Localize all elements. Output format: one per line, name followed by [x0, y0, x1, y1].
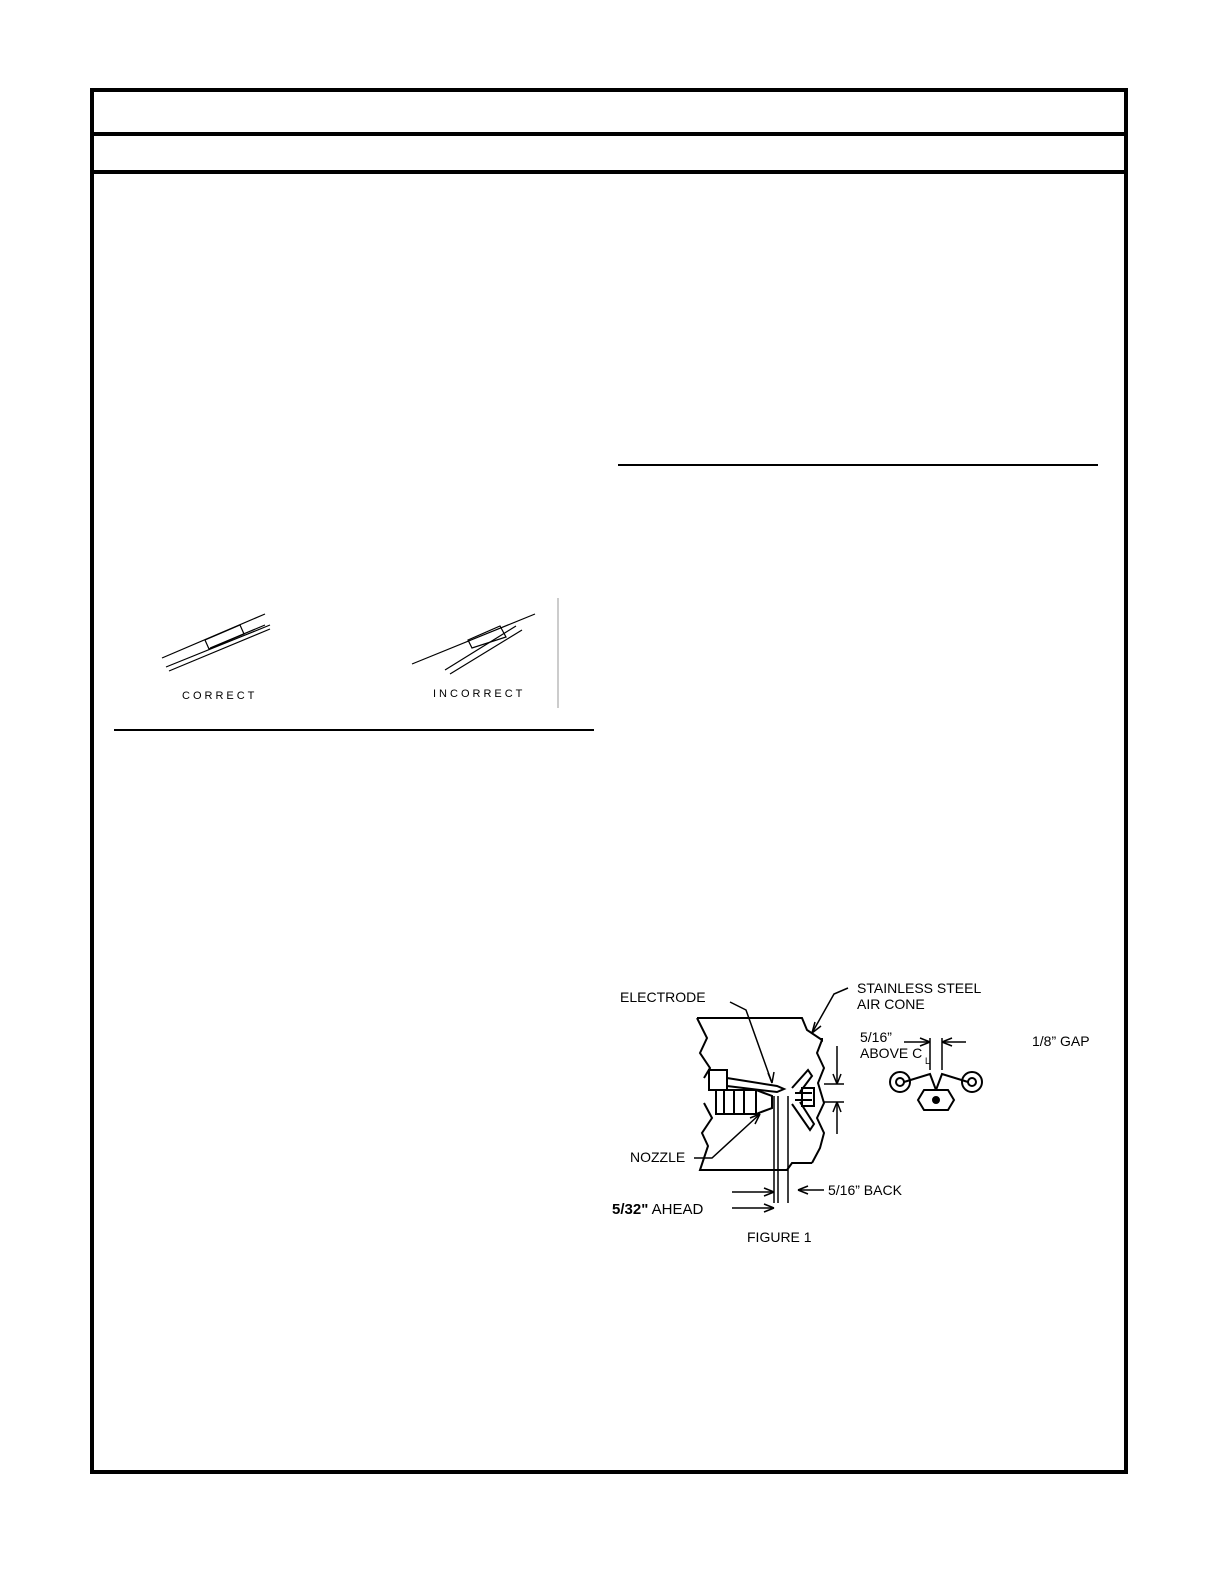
- figure-caption: FIGURE 1: [747, 1229, 812, 1245]
- label-air-cone-1: STAINLESS STEEL: [857, 980, 982, 996]
- label-ahead: [612, 1201, 703, 1218]
- label-ahead-value: 5/32": [612, 1201, 649, 1218]
- electrode-gap-drawing: [890, 1072, 982, 1110]
- coupling-correct-drawing: [162, 614, 270, 671]
- label-ahead-word: AHEAD: [648, 1201, 704, 1218]
- label-above-cl-sub: L: [925, 1056, 931, 1066]
- label-back: 5/16” BACK: [828, 1182, 902, 1198]
- label-above-cl-2: ABOVE C: [860, 1045, 923, 1061]
- label-nozzle: NOZZLE: [630, 1149, 686, 1165]
- label-air-cone-2: AIR CONE: [857, 996, 925, 1012]
- label-above-cl-1: 5/16”: [860, 1029, 892, 1045]
- figure-1-electrode-settings: [612, 978, 1107, 1250]
- header-row-bottom: [94, 136, 1124, 174]
- section-divider-left: [114, 729, 594, 731]
- label-electrode: ELECTRODE: [620, 989, 706, 1005]
- label-incorrect: INCORRECT: [433, 688, 526, 700]
- page-frame: [90, 88, 1128, 1474]
- coupling-incorrect-drawing: [412, 614, 535, 674]
- label-gap: 1/8” GAP: [1032, 1033, 1090, 1049]
- coupling-alignment-figure: [150, 598, 565, 713]
- section-divider-right: [618, 464, 1098, 466]
- burner-head-drawing: [697, 1018, 824, 1170]
- header-row-top: [94, 92, 1124, 136]
- label-correct: CORRECT: [182, 690, 258, 702]
